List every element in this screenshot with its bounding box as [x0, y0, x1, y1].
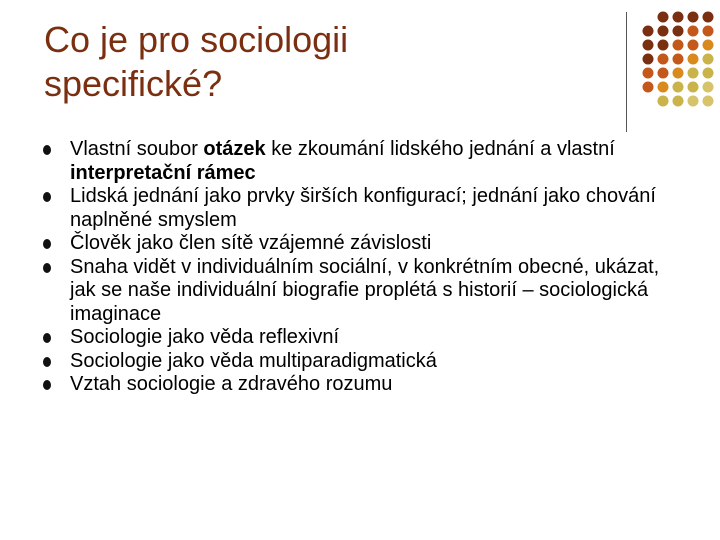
decor-dot	[703, 26, 714, 37]
decor-dot	[673, 12, 684, 23]
decor-dot	[703, 82, 714, 93]
decor-dot	[658, 26, 669, 37]
bullet-item	[40, 350, 680, 374]
bullet-dot-icon	[43, 145, 51, 155]
bullet-item	[40, 232, 680, 256]
bullet-dot-icon	[43, 263, 51, 273]
decor-dot	[658, 40, 669, 51]
decor-dot	[688, 12, 699, 23]
decor-dot	[643, 26, 654, 37]
bullet-dot-icon	[43, 380, 51, 390]
bullet-dot-icon	[43, 357, 51, 367]
decor-dot	[703, 96, 714, 107]
slide-title-line-1: Co je pro sociologii	[44, 19, 349, 60]
decor-dot	[658, 82, 669, 93]
bullet-text: Lidská jednání jako prvky širších konfigurací; jednání jako chování naplněné smyslem	[70, 185, 656, 231]
decor-dot	[643, 68, 654, 79]
bullet-dot-icon	[43, 192, 51, 202]
bullet-text: Snaha vidět v individuálním sociální, v konkrétním obecné, ukázat, jak se naše individuální biografie proplétá s historií – sociologická imaginace	[70, 255, 660, 325]
decor-dot	[688, 68, 699, 79]
bullet-text: Sociologie jako věda multiparadigmatická	[70, 349, 437, 372]
bullet-text: Vztah sociologie a zdravého rozumu	[70, 373, 393, 395]
bullet-item	[40, 326, 680, 350]
bullet-item	[40, 138, 680, 185]
decor-dot	[673, 68, 684, 79]
decor-dot	[703, 12, 714, 23]
bullet-text	[70, 138, 615, 184]
bullet-item	[40, 256, 680, 327]
decor-dot	[673, 54, 684, 65]
vertical-divider	[626, 12, 627, 132]
bullet-item	[40, 185, 680, 232]
decor-dot	[688, 54, 699, 65]
decor-dot	[688, 26, 699, 37]
decor-dot	[643, 82, 654, 93]
bullet-text-part: Vlastní soubor	[70, 138, 204, 160]
decor-dot	[688, 40, 699, 51]
decor-dot	[673, 26, 684, 37]
decor-dot	[703, 54, 714, 65]
decor-dot	[673, 40, 684, 51]
decor-dot	[688, 96, 699, 107]
bullet-text: Člověk jako člen sítě vzájemné závislosti	[70, 232, 432, 254]
decor-dot	[658, 96, 669, 107]
slide-title	[44, 18, 604, 106]
decor-dot	[688, 82, 699, 93]
bullet-dot-icon	[43, 239, 51, 249]
decor-dot	[643, 40, 654, 51]
decor-dot	[643, 54, 654, 65]
bullet-item	[40, 373, 680, 397]
decor-dot	[703, 40, 714, 51]
decor-dot	[703, 68, 714, 79]
decor-dot	[673, 82, 684, 93]
slide-title-line-2: specifické?	[44, 63, 223, 104]
decor-dot	[658, 54, 669, 65]
bullet-text-bold: otázek	[203, 138, 266, 160]
bullet-dot-icon	[43, 333, 51, 343]
decor-dot	[658, 12, 669, 23]
bullet-text-part: ke zkoumání lidského jednání a vlastní	[265, 138, 615, 160]
bullet-text-bold: interpretační rámec	[70, 161, 256, 184]
decor-dot	[658, 68, 669, 79]
decor-dot	[673, 96, 684, 107]
dot-grid-icon	[640, 10, 716, 110]
bullet-list	[40, 138, 680, 397]
bullet-text: Sociologie jako věda reflexivní	[70, 326, 340, 348]
